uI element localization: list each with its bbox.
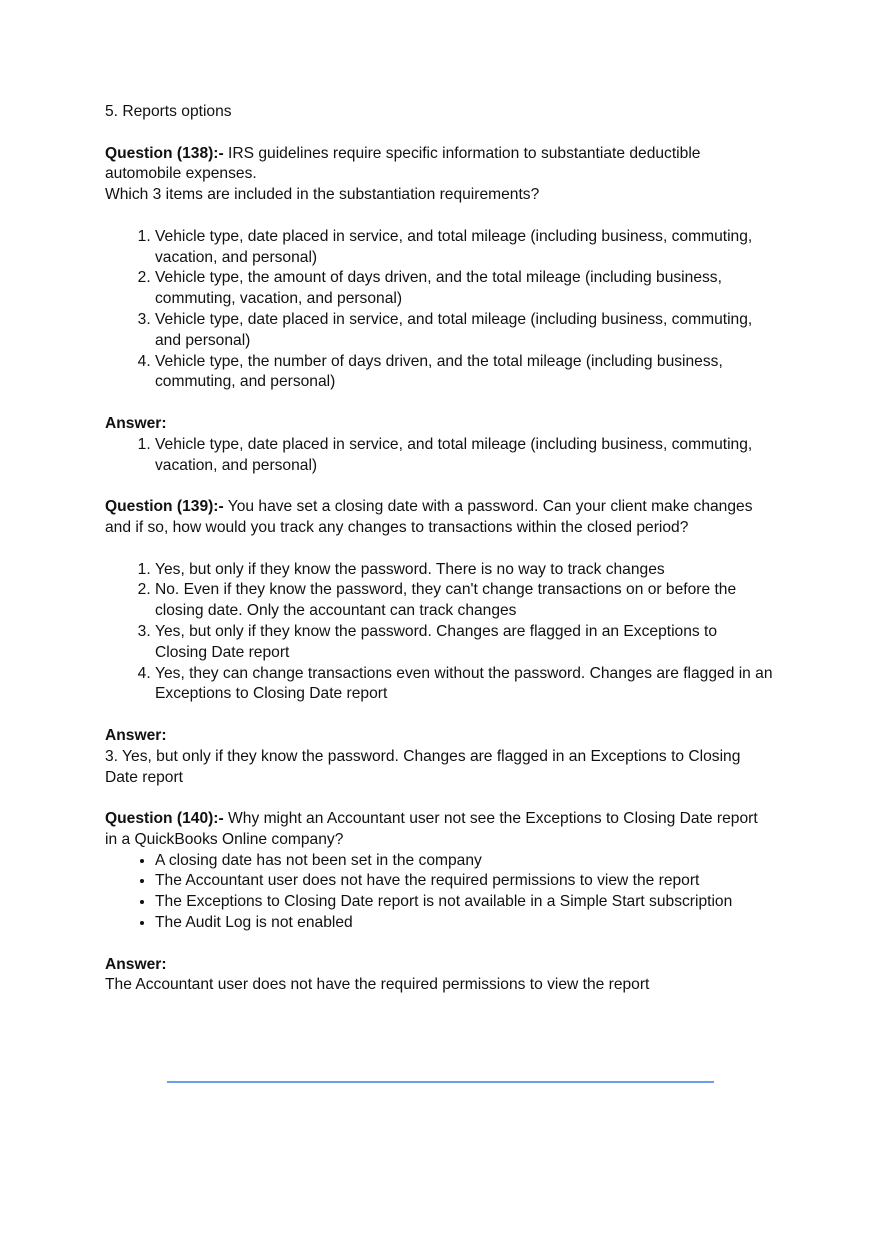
option: 3. Yes, but only if they know the password. Changes are flagged in an Exceptions to Closing Date report xyxy=(155,622,773,664)
question-139 xyxy=(105,497,773,539)
options-list xyxy=(105,560,773,706)
document-body xyxy=(105,102,773,996)
section-title: 5. Reports options xyxy=(105,103,232,120)
question-text-2: Which 3 items are included in the substantiation requirements? xyxy=(105,186,540,204)
question-text: You have set a closing date with a password. Can your client make changes and if so, how would you track any changes to transactions within the closed period? xyxy=(105,498,753,536)
option: 4. Vehicle type, the number of days driven, and the total mileage (including business, commuting, and personal) xyxy=(155,352,773,394)
option: • The Audit Log is not enabled xyxy=(155,913,773,934)
option: 2. Vehicle type, the amount of days driven, and the total mileage (including business, commuting, vacation, and personal) xyxy=(155,268,773,310)
answer-text: 1. Vehicle type, date placed in service, and total mileage (including business, commuting, vacation, and personal) xyxy=(155,435,773,477)
answer-text: 3. Yes, but only if they know the password. Changes are flagged in an Exceptions to Closing Date report xyxy=(105,747,741,786)
question-text: Why might an Accountant user not see the Exceptions to Closing Date report in a QuickBooks Online company? xyxy=(105,810,758,848)
answer-text: The Accountant user does not have the required permissions to view the report xyxy=(105,976,650,994)
option: 2. No. Even if they know the password, they can't change transactions on or before the closing date. Only the accountant can track changes xyxy=(155,580,773,622)
answer-label: Answer: xyxy=(105,414,167,432)
options-list xyxy=(105,851,773,934)
option: • The Accountant user does not have the required permissions to view the report xyxy=(155,871,773,892)
horizontal-rule xyxy=(167,1081,714,1083)
option: 1. Vehicle type, date placed in service, and total mileage (including business, commuting, vacation, and personal) xyxy=(155,227,773,269)
answer-label: Answer: xyxy=(105,726,167,744)
question-label: Question (139):- xyxy=(105,498,224,516)
options-list xyxy=(105,227,773,393)
question-text: IRS guidelines require specific information to substantiate deductible automobile expenses. xyxy=(105,144,701,183)
question-140 xyxy=(105,809,773,851)
question-label: Question (138):- xyxy=(105,144,224,162)
answer-label: Answer: xyxy=(105,955,167,973)
answer-list xyxy=(105,435,773,477)
option: • The Exceptions to Closing Date report is not available in a Simple Start subscription xyxy=(155,892,773,913)
option: 4. Yes, they can change transactions even without the password. Changes are flagged in an Exceptions to Closing Date report xyxy=(155,664,773,706)
question-label: Question (140):- xyxy=(105,810,224,828)
option: 1. Yes, but only if they know the password. There is no way to track changes xyxy=(155,560,773,581)
question-138 xyxy=(105,144,773,186)
option: • A closing date has not been set in the company xyxy=(155,851,773,872)
option: 3. Vehicle type, date placed in service, and total mileage (including business, commuting, and personal) xyxy=(155,310,773,352)
